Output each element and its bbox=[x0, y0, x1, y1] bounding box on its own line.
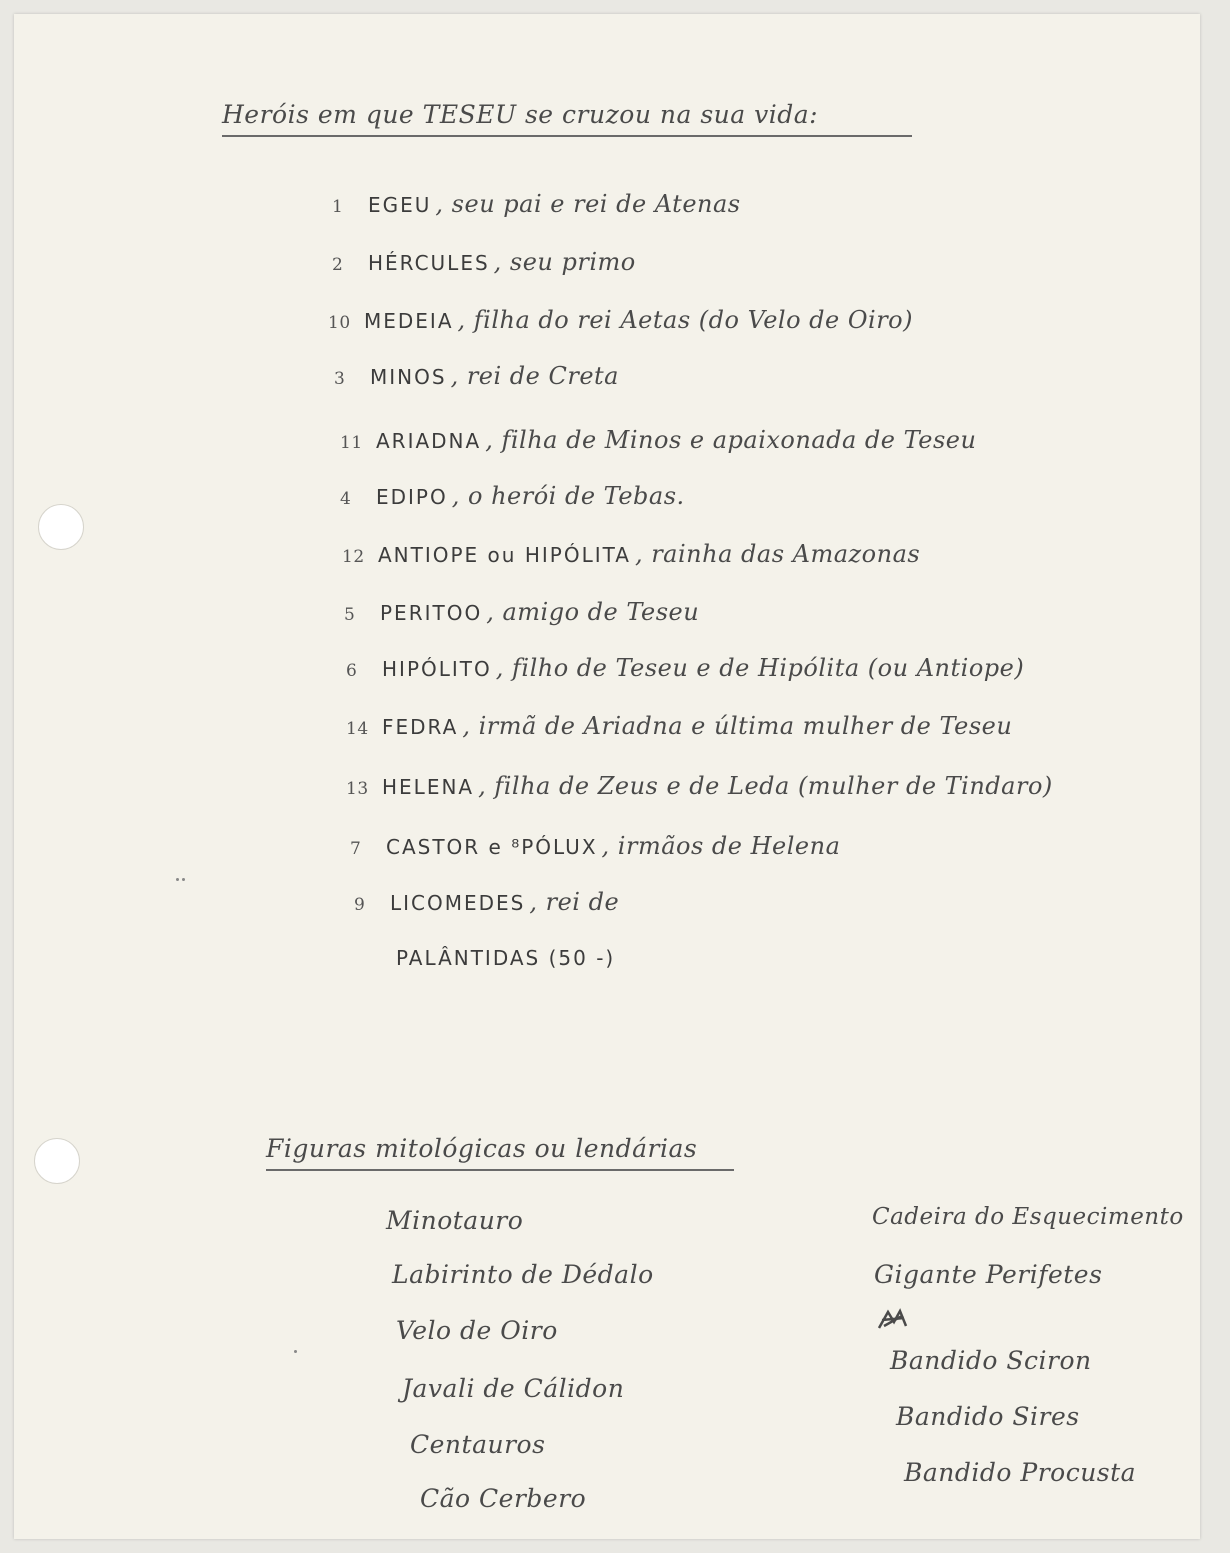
hero-description: , rainha das Amazonas bbox=[634, 540, 921, 568]
hero-description: , seu pai e rei de Atenas bbox=[435, 190, 741, 218]
hero-description: , o herói de Tebas. bbox=[451, 482, 685, 510]
hero-item bbox=[340, 482, 685, 510]
figure-item: Centauros bbox=[410, 1430, 546, 1459]
hero-item bbox=[342, 540, 920, 568]
hero-item bbox=[328, 306, 913, 334]
figure-item: Gigante Perifetes bbox=[874, 1260, 1103, 1289]
hero-description: , filha de Zeus e de Leda (mulher de Tindaro) bbox=[478, 772, 1053, 800]
hero-name: EGEU bbox=[368, 193, 432, 217]
figure-item: Bandido Sires bbox=[896, 1402, 1080, 1431]
figure-item: Cão Cerbero bbox=[420, 1484, 587, 1513]
hero-item bbox=[332, 190, 741, 218]
hero-item bbox=[346, 772, 1053, 800]
hero-name: FEDRA bbox=[382, 715, 459, 739]
hero-number: 4 bbox=[340, 489, 352, 509]
hero-name: HÉRCULES bbox=[368, 251, 490, 275]
hero-name: HELENA bbox=[382, 775, 475, 799]
figure-item: Javali de Cálidon bbox=[402, 1374, 625, 1403]
hero-number: 12 bbox=[342, 547, 365, 567]
hero-number: 5 bbox=[344, 605, 356, 625]
figure-item: Bandido Sciron bbox=[890, 1346, 1092, 1375]
hero-description: , rei de Creta bbox=[450, 362, 619, 390]
hero-name: HIPÓLITO bbox=[382, 657, 492, 681]
hero-number: 9 bbox=[354, 895, 366, 915]
hero-item bbox=[350, 832, 840, 860]
hero-description: , irmã de Ariadna e última mulher de Teseu bbox=[462, 712, 1013, 740]
hero-name: CASTOR e ⁸PÓLUX bbox=[386, 835, 598, 859]
hero-number: 1 bbox=[332, 197, 344, 217]
hero-number: 2 bbox=[332, 255, 344, 275]
figure-item: Velo de Oiro bbox=[396, 1316, 558, 1345]
binder-hole-top bbox=[38, 504, 84, 550]
figure-item: Minotauro bbox=[386, 1206, 524, 1235]
hero-number: 6 bbox=[346, 661, 358, 681]
hero-name: PERITOO bbox=[380, 601, 483, 625]
hero-description: , filha do rei Aetas (do Velo de Oiro) bbox=[457, 306, 913, 334]
hero-name: ARIADNA bbox=[376, 429, 482, 453]
hero-name: MINOS bbox=[370, 365, 447, 389]
hero-name: LICOMEDES bbox=[390, 891, 526, 915]
hero-item bbox=[340, 426, 976, 454]
figure-item: Labirinto de Dédalo bbox=[392, 1260, 654, 1289]
hero-description: , filha de Minos e apaixonada de Teseu bbox=[485, 426, 977, 454]
hero-description: , irmãos de Helena bbox=[601, 832, 841, 860]
binder-hole-bottom bbox=[34, 1138, 80, 1184]
hero-item bbox=[332, 248, 636, 276]
hero-number: 13 bbox=[346, 779, 369, 799]
ink-speck bbox=[176, 878, 179, 881]
ink-speck bbox=[294, 1350, 297, 1353]
hero-name: EDIPO bbox=[376, 485, 448, 509]
hero-name: ANTIOPE ou HIPÓLITA bbox=[378, 543, 631, 567]
hero-item bbox=[360, 946, 619, 970]
hero-number: 14 bbox=[346, 719, 369, 739]
heroes-heading: Heróis em que TESEU se cruzou na sua vida: bbox=[222, 100, 912, 137]
ink-speck bbox=[182, 878, 185, 881]
hero-number: 10 bbox=[328, 313, 351, 333]
hero-description: , filho de Teseu e de Hipólita (ou Antiope) bbox=[495, 654, 1025, 682]
notebook-page bbox=[14, 14, 1200, 1539]
figure-item: Bandido Procusta bbox=[904, 1458, 1137, 1487]
hero-item bbox=[344, 598, 699, 626]
hero-description: , amigo de Teseu bbox=[486, 598, 700, 626]
hero-description: , seu primo bbox=[493, 248, 636, 276]
scribble-mark-icon bbox=[876, 1308, 910, 1341]
hero-item bbox=[346, 654, 1024, 682]
hero-description: , rei de bbox=[529, 888, 620, 916]
hero-number: 3 bbox=[334, 369, 346, 389]
hero-name: PALÂNTIDAS (50 -) bbox=[396, 946, 616, 970]
figure-item: Cadeira do Esquecimento bbox=[872, 1204, 1184, 1230]
hero-item bbox=[346, 712, 1012, 740]
hero-number: 7 bbox=[350, 839, 362, 859]
hero-name: MEDEIA bbox=[364, 309, 454, 333]
hero-number: 11 bbox=[340, 433, 363, 453]
hero-item bbox=[354, 888, 619, 916]
hero-item bbox=[334, 362, 619, 390]
figures-heading: Figuras mitológicas ou lendárias bbox=[266, 1134, 734, 1171]
